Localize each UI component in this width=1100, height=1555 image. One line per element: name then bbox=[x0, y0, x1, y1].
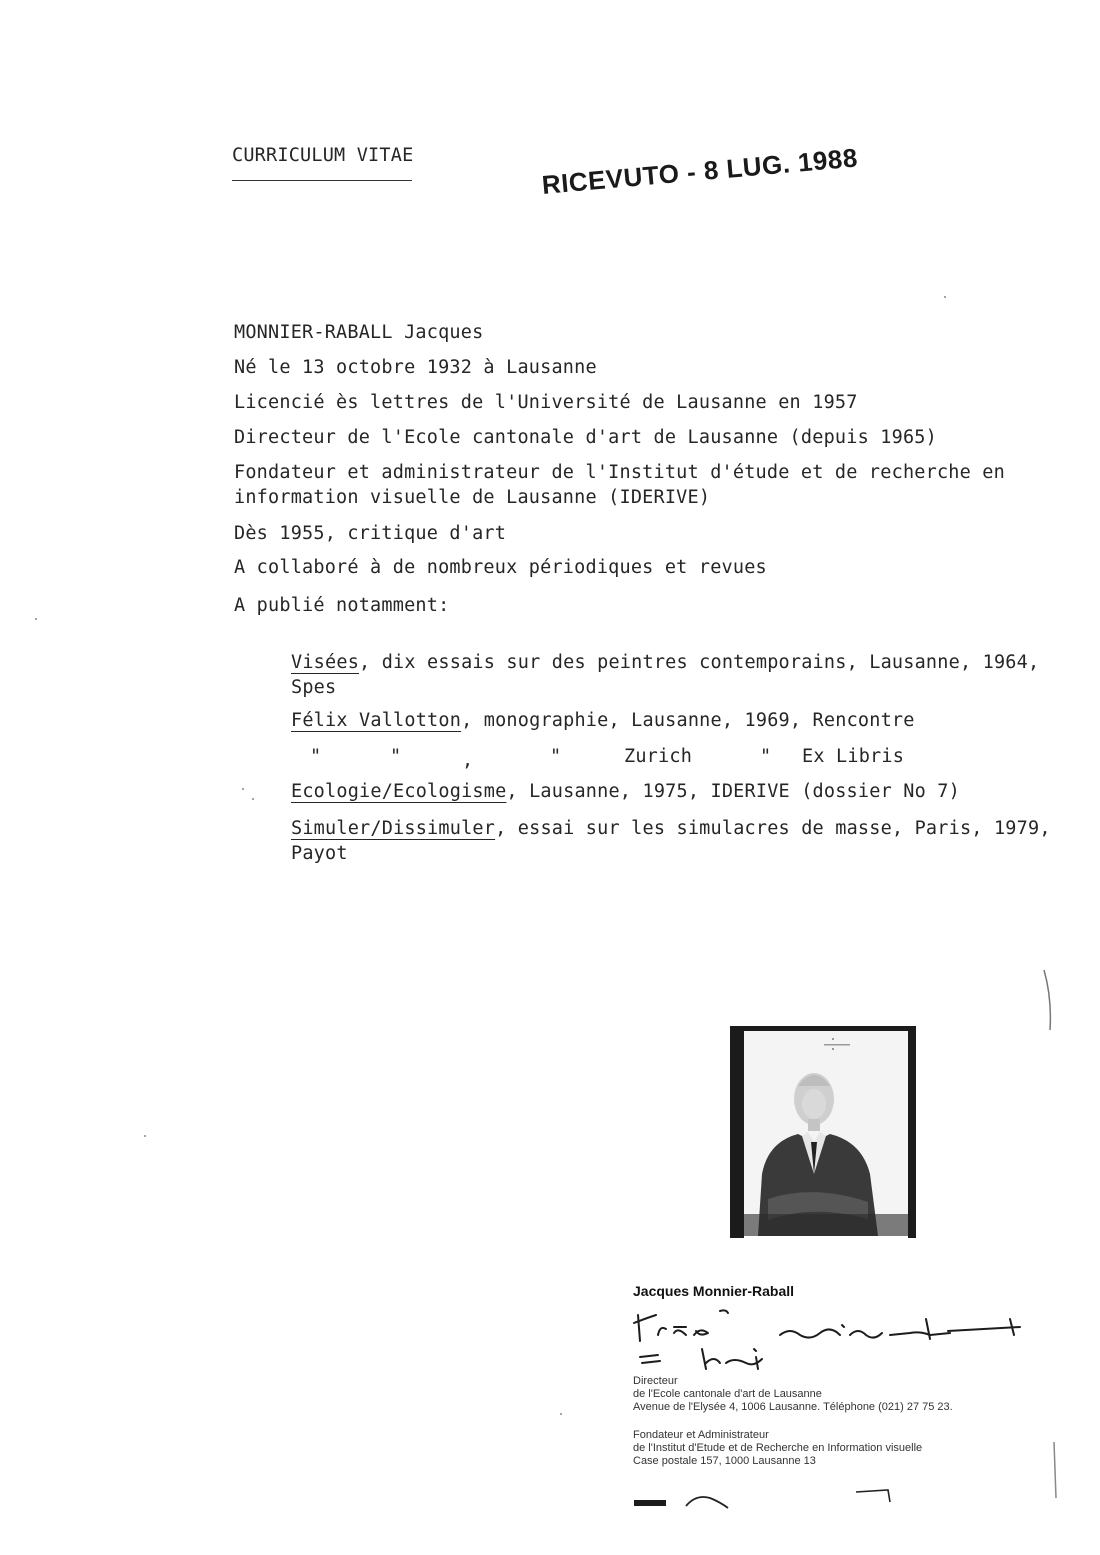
scan-speck bbox=[944, 296, 946, 298]
publication-details: , dix essais sur des peintres contemporains, Lausanne, 1964, bbox=[359, 652, 1040, 673]
publication-title: Félix Vallotton bbox=[291, 710, 462, 731]
cv-critic: Dès 1955, critique d'art bbox=[234, 523, 507, 544]
scan-marks-drawing bbox=[630, 1488, 910, 1512]
card-director-school: de l'Ecole cantonale d'art de Lausanne bbox=[633, 1388, 822, 1400]
scan-speck bbox=[242, 788, 244, 790]
publication-details: , Lausanne, 1975, IDERIVE (dossier No 7) bbox=[506, 781, 960, 802]
margin-mark-drawing bbox=[1050, 1440, 1060, 1500]
portrait-photo-image bbox=[728, 1024, 918, 1240]
ditto-publisher: Ex Libris bbox=[802, 746, 905, 767]
ditto-line bbox=[0, 746, 1100, 772]
cv-director: Directeur de l'Ecole cantonale d'art de Lausanne (depuis 1965) bbox=[234, 427, 937, 448]
card-founder-address: Case postale 157, 1000 Lausanne 13 bbox=[633, 1455, 816, 1467]
portrait-photo bbox=[728, 1024, 918, 1240]
handwritten-dedication bbox=[630, 1305, 1030, 1373]
title-underline bbox=[232, 180, 412, 181]
publication-item bbox=[291, 710, 915, 731]
publication-details: , essai sur les simulacres de masse, Paris, 1979, bbox=[495, 818, 1051, 839]
publication-title: Simuler/Dissimuler bbox=[291, 818, 496, 839]
cv-name: MONNIER-RABALL Jacques bbox=[234, 322, 484, 343]
card-director-address: Avenue de l'Elysée 4, 1006 Lausanne. Téléphone (021) 27 75 23. bbox=[633, 1401, 953, 1413]
publication-continuation: Payot bbox=[291, 843, 348, 864]
scan-speck bbox=[144, 1135, 146, 1137]
margin-mark-right-top bbox=[1040, 968, 1060, 1032]
card-founder-title: Fondateur et Administrateur bbox=[633, 1429, 769, 1441]
ditto-mark: " bbox=[310, 746, 322, 767]
card-director-title: Directeur bbox=[633, 1375, 678, 1387]
scan-speck bbox=[35, 618, 37, 620]
cv-collaboration: A collaboré à de nombreux périodiques et revues bbox=[234, 557, 767, 578]
ditto-mark: " bbox=[550, 746, 562, 767]
publication-title: Ecologie/Ecologisme bbox=[291, 781, 507, 802]
cv-founder-line-2: information visuelle de Lausanne (IDERIVE) bbox=[234, 487, 711, 508]
signature-name: Jacques Monnier-Raball bbox=[633, 1283, 795, 1299]
cv-degree: Licencié ès lettres de l'Université de Lausanne en 1957 bbox=[234, 392, 858, 413]
publication-continuation: Spes bbox=[291, 677, 337, 698]
margin-mark-right-bottom bbox=[1050, 1440, 1060, 1500]
ditto-comma: , bbox=[462, 750, 474, 771]
document-title: CURRICULUM VITAE bbox=[232, 145, 414, 166]
scan-speck bbox=[252, 798, 254, 800]
received-stamp: RICEVUTO - 8 LUG. 1988 bbox=[540, 142, 859, 200]
ditto-mark: " bbox=[390, 746, 402, 767]
ditto-city: Zurich bbox=[624, 746, 693, 767]
scan-marks-bottom bbox=[630, 1488, 910, 1512]
handwritten-dedication-drawing bbox=[630, 1305, 1030, 1373]
cv-founder-line-1: Fondateur et administrateur de l'Institut d'étude et de recherche en bbox=[234, 462, 1005, 483]
cv-born: Né le 13 octobre 1932 à Lausanne bbox=[234, 357, 597, 378]
card-founder-institute: de l'Institut d'Etude et de Recherche en Information visuelle bbox=[633, 1442, 923, 1454]
ditto-mark: " bbox=[760, 746, 772, 767]
cv-published-heading: A publié notamment: bbox=[234, 595, 450, 616]
publication-title: Visées bbox=[291, 652, 360, 673]
publication-item bbox=[291, 781, 960, 802]
publication-item bbox=[291, 652, 1039, 673]
publication-item bbox=[291, 818, 1051, 839]
publication-details: , monographie, Lausanne, 1969, Rencontre bbox=[461, 710, 915, 731]
margin-mark-drawing bbox=[1040, 968, 1060, 1032]
scan-speck bbox=[560, 1413, 562, 1415]
